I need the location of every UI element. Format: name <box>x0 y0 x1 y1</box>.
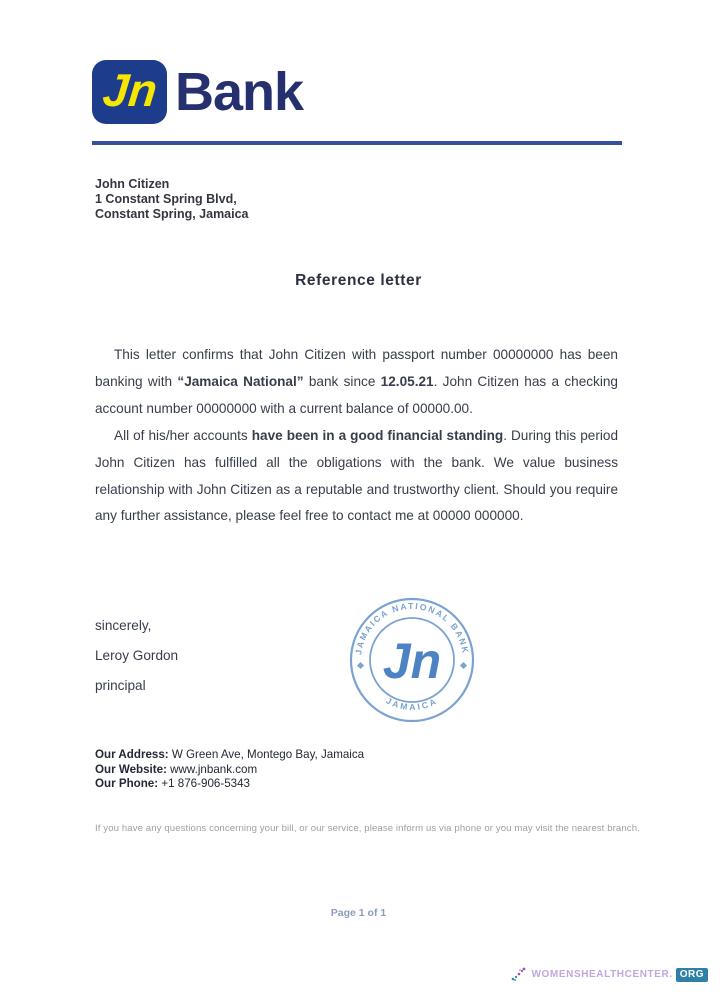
watermark-dots-icon <box>511 967 529 982</box>
letter-body <box>95 342 618 530</box>
bank-seal-stamp <box>347 595 477 725</box>
jn-logo-mark-text: Jn <box>100 64 160 116</box>
contact-block <box>95 748 364 792</box>
svg-text:JAMAICA <box>384 695 439 712</box>
stamp-right-diamond-icon <box>460 662 467 669</box>
letter-paragraph: All of his/her accounts have been in a good financial standing. During this period John Citizen has fulfilled all the obligations with the bank. We value business relationship with John Citizen as a reputable and trustworthy client. Should you require any further assistance, please feel free to contact me at 00000 000000. <box>95 427 619 524</box>
bank-logo-text: Bank <box>175 62 304 122</box>
bank-logo <box>92 60 303 124</box>
watermark-site-text: WOMENSHEALTHCENTER. <box>531 969 673 980</box>
watermark-tld-badge: ORG <box>676 968 708 982</box>
recipient-name: John Citizen <box>95 177 170 191</box>
jn-logo-icon <box>92 60 167 124</box>
contact-row: Our Phone: +1 876-906-5343 <box>95 777 250 791</box>
header-divider <box>92 141 622 145</box>
contact-row: Our Website: www.jnbank.com <box>95 762 258 776</box>
bank-seal-icon <box>347 595 477 725</box>
signature-block <box>95 611 178 701</box>
signature-title: principal <box>95 678 146 693</box>
stamp-left-diamond-icon <box>357 662 364 669</box>
page-number: Page 1 of 1 <box>330 907 387 919</box>
stamp-top-text: JAMAICA NATIONAL BANK <box>353 600 471 656</box>
signature-name: Leroy Gordon <box>95 648 179 663</box>
stamp-bottom-text: JAMAICA <box>384 695 440 713</box>
disclaimer-text: If you have any questions concerning your bill, or our service, please inform us via phone or you may visit the nearest branch. <box>95 823 640 834</box>
recipient-address-line1: 1 Constant Spring Blvd, <box>95 191 237 206</box>
recipient-address-line2: Constant Spring, Jamaica <box>95 206 249 221</box>
recipient-block <box>95 177 249 221</box>
site-watermark <box>511 967 709 982</box>
contact-row: Our Address: W Green Ave, Montego Bay, Jamaica <box>95 748 365 761</box>
signature-closing: sincerely, <box>95 618 152 633</box>
letter-paragraph: This letter confirms that John Citizen with passport number 00000000 has been banking with “Jamaica National” bank since 12.05.21. John Citizen has a checking account number 00000000 with a current balance of 00000.00. <box>95 347 618 416</box>
letter-title: Reference letter <box>295 272 422 289</box>
stamp-jn-mark: Jn <box>382 633 442 689</box>
